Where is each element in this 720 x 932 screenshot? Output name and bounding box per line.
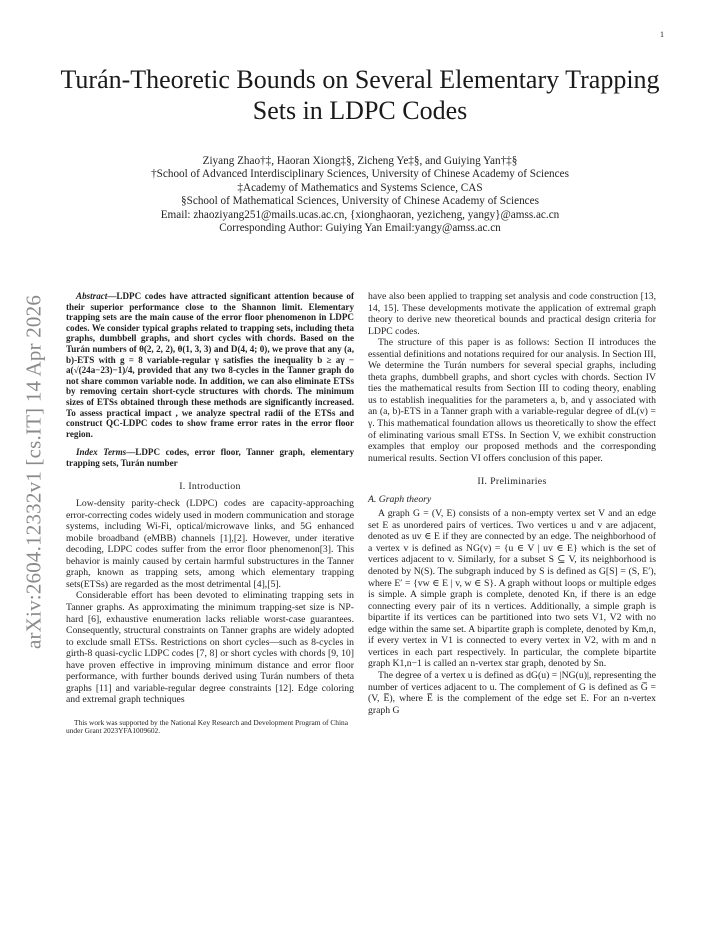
preliminaries-paragraph: A graph G = (V, E) consists of a non-empty vertex set V and an edge set E as unordered pairs of vertices. Two vertices u and v are adjacent, denoted as uv ∈ E if they are connected by an edge. The neighborhood of a vertex v is defined as NG(v) = {u ∈ V | uv ∈ E} which is the set of vertices adjacent to v. Similarly, for a subset S ⊆ V, its neighborhood is denoted by N(S). The subgraph induced by S is defined as G[S] = (S, E′), where E′ = {vw ∈ E | v, w ∈ S}. A graph without loops or multiple edges is simple. A simple graph is complete, denoted Kn, if there is an edge connecting every pair of its n vertices. Additionally, a simple graph is bipartite if its vertices can be partitioned into two sets V1, V2 with no edge within the same set. A bipartite graph is complete, denoted by Km,n, if every vertex in V1 is connected to every vertex in V2, with m and n vertices in each part respectively. In particular, the complete bipartite graph K1,n−1 is called an n-vertex star graph, denoted by Sn. (368, 508, 656, 670)
paper-title: Turán-Theoretic Bounds on Several Elementary Trapping Sets in LDPC Codes (60, 65, 660, 125)
author-block (60, 155, 660, 235)
affiliation-3: §School of Mathematical Sciences, University of Chinese Academy of Sciences (181, 195, 539, 208)
section-heading-preliminaries: II. Preliminaries (477, 476, 547, 488)
intro-continuation: have also been applied to trapping set analysis and code construction [13, 14, 15]. These developments motivate the application of extremal graph theory to derive new theoretical bounds and practical design criteria for LDPC codes. (368, 291, 656, 337)
funding-footnote: This work was supported by the National Key Research and Development Program of China under Grant 2023YFA1009602. (66, 717, 349, 736)
arxiv-stamp (23, 262, 45, 682)
corresponding-author: Corresponding Author: Guiying Yan Email:yangy@amss.ac.cn (219, 222, 501, 235)
abstract-label: Abstract (76, 291, 108, 301)
index-terms-label: Index Terms (76, 447, 127, 458)
page-number: 1 (660, 30, 664, 39)
subsection-heading-graph-theory: A. Graph theory (368, 493, 432, 505)
section-heading-introduction: I. Introduction (179, 480, 241, 492)
left-column (66, 291, 354, 736)
intro-paragraph: Low-density parity-check (LDPC) codes are capacity-approaching error-correcting codes widely used in modern communication and storage systems, including Wi-Fi, optical/microwave links, and 5G enhanced mobile broadband (eMBB) channels [1],[2]. However, under iterative decoding, LDPC codes suffer from the error floor phenomenon[3]. This behavior is mainly caused by certain harmful substructures in the Tanner graph, known as trapping sets, among which elementary trapping sets(ETSs) are regarded as the most detrimental [4],[5]. (66, 498, 354, 590)
right-column (368, 291, 656, 716)
arxiv-id-text: arXiv:2604.12332v1 [cs.IT] 14 Apr 2026 (21, 294, 46, 650)
email-line: Email: zhaoziyang251@mails.ucas.ac.cn, {xionghaoran, yezicheng, yangy}@amss.ac.cn (160, 208, 560, 221)
intro-paragraph: Considerable effort has been devoted to eliminating trapping sets in Tanner graphs. As approximating the minimum trapping-set size is NP-hard [6], exhaustive enumeration lacks reliable worst-case guarantees. Consequently, structural constraints on Tanner graphs are widely adopted to exclude small ETSs. Restrictions on short cycles—such as 8-cycles in girth-8 quasi-cyclic LDPC codes [7, 8] or short cycles with chords [9, 10] have proven effective in improving minimum distance and error floor performance, with further bounds derived using Turán numbers of theta graphs [11] and variable-regular degree constraints [12]. Edge coloring and extremal graph techniques (66, 590, 354, 706)
preliminaries-paragraph: The degree of a vertex u is defined as dG(u) = |NG(u)|, representing the number of vertices adjacent to u. The complement of G is defined as G̅ = (V, E̅), where E̅ is the complement of the edge set E. For an n-vertex graph G (368, 669, 656, 716)
author-names: Ziyang Zhao†‡, Haoran Xiong‡§, Zicheng Ye‡§, and Guiying Yan†‡§ (202, 155, 518, 167)
index-terms (66, 447, 354, 468)
index-terms-text: —LDPC codes, error floor, Tanner graph, elementary trapping sets, Turán number (66, 447, 354, 468)
abstract (66, 291, 354, 439)
abstract-text: —LDPC codes have attracted significant attention because of their superior performance close to the Shannon limit. Elementary trapping sets are the main cause of the error floor phenomenon in LDPC codes. We consider typical graphs related to trapping sets, including theta graphs, dumbbell graphs, and short cycles with chords. Based on the Turán numbers of θ(2, 2, 2), θ(1, 3, 3) and D(4, 4; 0), we prove that any (a, b)-ETS with g = 8 variable-regular γ satisfies the inequality b ≥ aγ − a(√(24a−23)−1)/4, provided that any two 8-cycles in the Tanner graph do not share common variable node. In addition, we can also eliminate ETSs by removing certain short-cycle structures with chords. The minimum sizes of ETSs obtained through these methods are significantly increased. To assess practical impact , we analyze spectral radii of the ETSs and construct QC-LDPC codes to show frame error rates in the error floor region. (66, 291, 354, 439)
structure-paragraph: The structure of this paper is as follows: Section II introduces the essential definitions and notations required for our analysis. In Section III, We determine the Turán numbers for several special graphs, including theta graphs, dumbbell graphs, and short cycles with chords. Section IV ties the mathematical results from Section III to coding theory, enabling us to establish inequalities for the parameters a, b, and γ associated with an (a, b)-ETS in a Tanner graph with a variable-regular degree of dL(v) = γ. This mathematical foundation allows us theoretically to show the effect of eliminating various small ETSs. In Section V, we exhibit construction examples that employ our proposed methods and the corresponding numerical results. Section VI offers conclusion of this paper. (368, 337, 656, 464)
affiliation-1: †School of Advanced Interdisciplinary Sciences, University of Chinese Academy of Sciences (151, 168, 569, 181)
affiliation-2: ‡Academy of Mathematics and Systems Science, CAS (237, 181, 483, 194)
